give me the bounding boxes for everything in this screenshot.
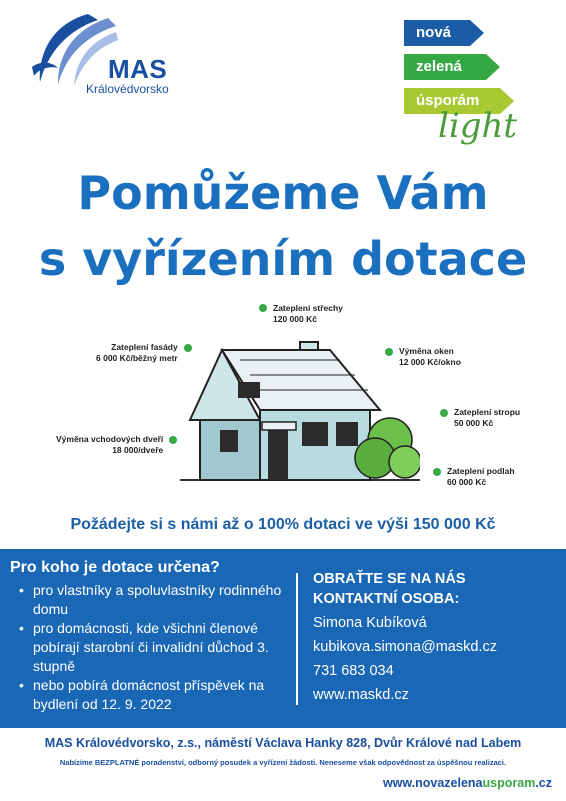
subsidy-subheadline: Požádejte si s námi až o 100% dotaci ve výši 150 000 Kč — [70, 516, 496, 533]
eligibility-section — [10, 559, 295, 714]
callout-title: Výměna oken — [399, 346, 454, 356]
house-illustration — [180, 330, 420, 495]
green-dot-icon — [184, 344, 192, 352]
logo-region: Královédvorsko — [86, 82, 169, 96]
logo-name: MAS — [108, 54, 168, 84]
contact-email-link[interactable]: kubikova.simona@maskd.cz — [313, 639, 497, 655]
list-item: • pro domácnosti, kde všichni členové pobírají starobní či invalidní důchod 3. stupně — [10, 619, 295, 676]
green-dot-icon — [440, 409, 448, 417]
contact-name: Simona Kubíková — [313, 615, 427, 631]
callout-windows — [399, 346, 461, 368]
callout-ceiling — [454, 407, 520, 429]
badge-zelena: zelená — [404, 54, 486, 80]
divider — [296, 573, 298, 705]
contact-title-2: KONTAKTNÍ OSOBA: — [313, 591, 460, 607]
headline-line-2: s vyřízením dotace — [38, 232, 528, 286]
green-dot-icon — [259, 304, 267, 312]
url-part-3: .cz — [535, 776, 552, 790]
green-dot-icon — [169, 436, 177, 444]
callout-value: 6 000 Kč/běžný metr — [96, 353, 178, 363]
callout-roof — [273, 303, 343, 325]
callout-facade — [96, 342, 178, 364]
footer-note: Nabízíme BEZPLATNÉ poradenství, odborný posudek a vyřízení žádosti. Neneseme však odpovědnost za úspěšnou realizaci. — [59, 758, 507, 767]
mas-logo — [28, 12, 188, 102]
eligibility-list — [10, 581, 295, 714]
callout-floor — [447, 466, 515, 488]
callout-value: 60 000 Kč — [447, 477, 487, 487]
footer-url-link[interactable] — [383, 776, 552, 790]
callout-title: Zateplení podlah — [447, 466, 515, 476]
badge-usporam: úsporám — [404, 88, 500, 114]
info-box — [0, 549, 566, 728]
callout-value: 120 000 Kč — [273, 314, 317, 324]
list-item: • nebo pobírá domácnost příspěvek na bydlení od 12. 9. 2022 — [10, 676, 295, 714]
callout-title: Zateplení stropu — [454, 407, 521, 417]
eligibility-title: Pro koho je dotace určena? — [10, 559, 220, 576]
callout-value: 50 000 Kč — [454, 418, 494, 428]
list-item: • pro vlastníky a spoluvlastníky rodinného domu — [10, 581, 295, 619]
callout-title: Výměna vchodových dveří — [56, 434, 164, 444]
callout-title: Zateplení střechy — [273, 303, 343, 313]
callout-title: Zateplení fasády — [111, 342, 178, 352]
green-dot-icon — [385, 348, 393, 356]
callout-doors — [56, 434, 163, 456]
footer-address: MAS Královédvorsko, z.s., náměstí Václava Hanky 828, Dvůr Králové nad Labem — [44, 736, 522, 750]
url-part-1: www.novazelena — [382, 776, 483, 790]
headline-line-1: Pomůžeme Vám — [77, 166, 489, 220]
url-part-2: usporam — [482, 776, 536, 790]
contact-section — [313, 569, 563, 705]
swoosh-logo-icon — [28, 12, 118, 92]
callout-value: 18 000/dveře — [112, 445, 164, 455]
badge-nova: nová — [404, 20, 470, 46]
contact-title-1: OBRAŤTE SE NA NÁS — [313, 571, 466, 587]
green-dot-icon — [433, 468, 441, 476]
contact-phone[interactable]: 731 683 034 — [313, 663, 394, 679]
contact-web-link[interactable]: www.maskd.cz — [313, 687, 409, 703]
badge-light: light — [438, 106, 518, 146]
callout-value: 12 000 Kč/okno — [399, 357, 461, 367]
